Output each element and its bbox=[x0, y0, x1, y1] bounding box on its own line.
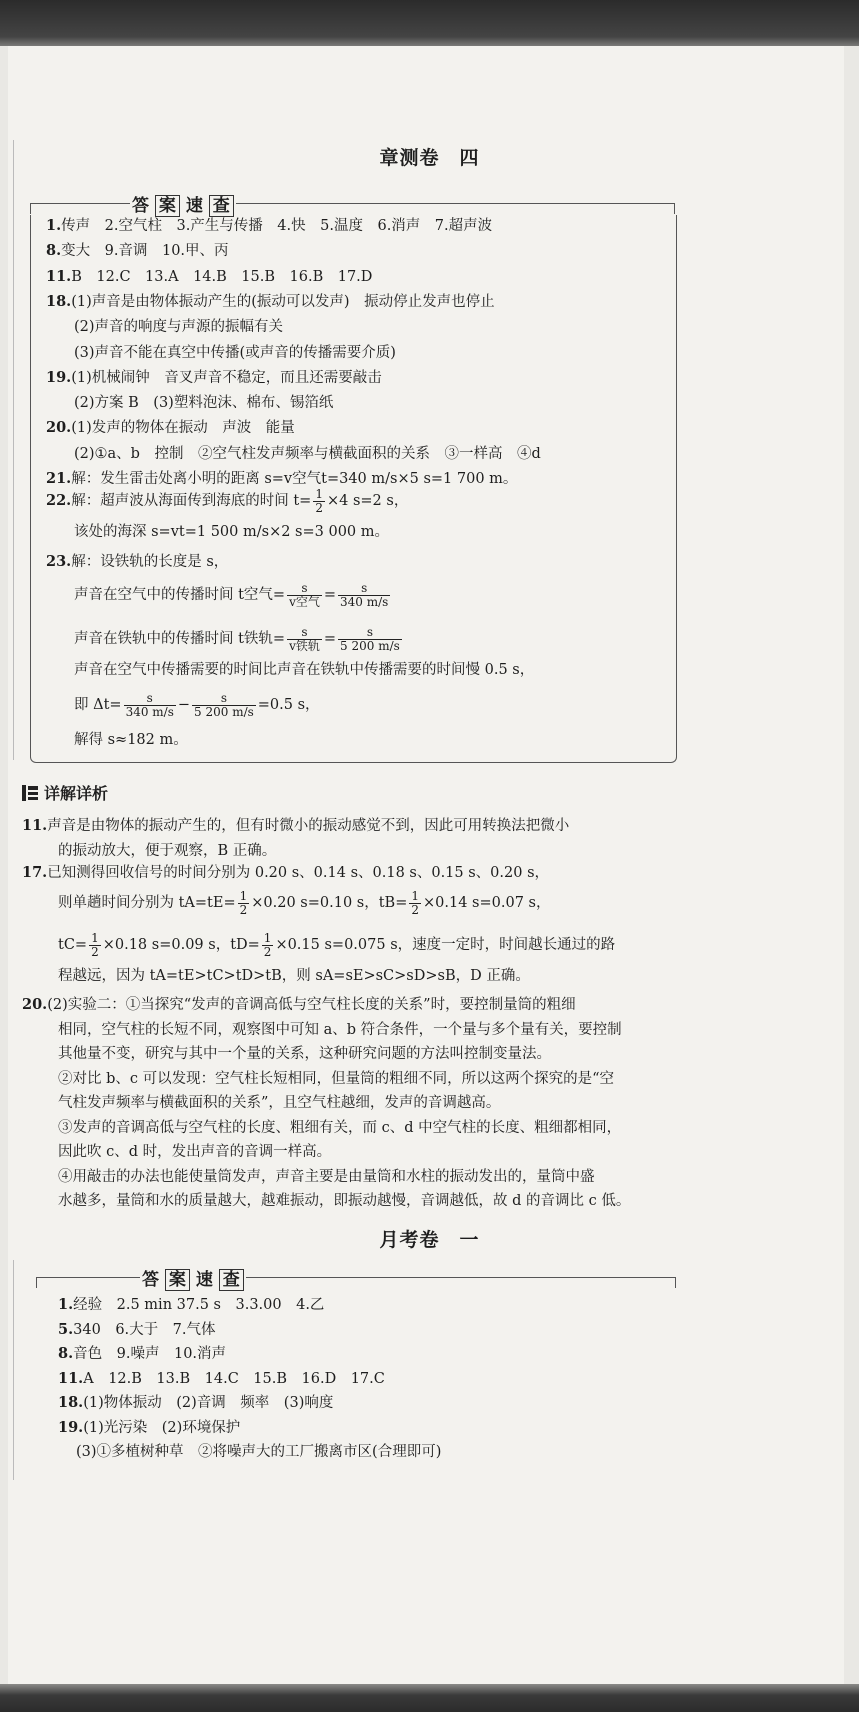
question-number: 1. bbox=[46, 217, 62, 234]
answer-line bbox=[46, 241, 229, 261]
header-label bbox=[140, 1265, 246, 1290]
left-margin-rule bbox=[13, 1260, 14, 1480]
header-hook bbox=[36, 1277, 43, 1288]
section-title: 详解详析 bbox=[44, 784, 109, 803]
answer-text: 变大 9.音调 10.甲、丙 bbox=[61, 243, 229, 260]
header-char-boxed: 查 bbox=[219, 1269, 244, 1291]
explanation-text: tC= bbox=[58, 937, 88, 953]
answer-text: 解：超声波从海面传到海底的时间 t= bbox=[71, 493, 312, 509]
explanation-text: (2)实验二：①当探究“发声的音调高低与空气柱长度的关系”时，要控制量筒的粗细 bbox=[47, 997, 576, 1013]
header-label bbox=[130, 191, 236, 216]
answer-text: (2)声音的响度与声源的振幅有关 bbox=[74, 319, 284, 336]
question-number: 21. bbox=[46, 470, 72, 487]
fraction bbox=[313, 488, 325, 515]
fraction-numerator: s bbox=[287, 582, 322, 596]
answer-text: 音色 9.噪声 10.消声 bbox=[73, 1346, 227, 1362]
fraction-numerator: 1 bbox=[91, 930, 99, 945]
header-char-boxed: 查 bbox=[209, 195, 234, 217]
fraction-numerator: 1 bbox=[315, 486, 323, 501]
fraction-denominator: 2 bbox=[411, 902, 420, 917]
question-number: 8. bbox=[58, 1345, 74, 1362]
explanation-text: 声音是由物体的振动产生的，但有时微小的振动感觉不到，因此可用转换法把微小 bbox=[47, 818, 570, 834]
answer-line bbox=[74, 317, 283, 337]
answer-text: (3)①多植树种草 ②将噪声大的工厂搬离市区(合理即可) bbox=[76, 1444, 442, 1460]
explanation-line bbox=[22, 858, 549, 888]
question-number: 11. bbox=[22, 817, 48, 834]
question-number: 1. bbox=[58, 1296, 74, 1313]
header-rule bbox=[40, 1277, 673, 1278]
fraction-numerator: 1 bbox=[263, 930, 272, 945]
answer-line bbox=[46, 486, 408, 516]
answer-line bbox=[46, 267, 372, 287]
answer-line: 声音在空气中传播需要的时间比声音在铁轨中传播需要的时间慢 0.5 s， bbox=[74, 662, 535, 678]
header-hook bbox=[669, 1277, 676, 1288]
answer-text: ×4 s=2 s， bbox=[326, 493, 409, 509]
explanation-text: ×0.14 s=0.07 s， bbox=[423, 895, 551, 911]
question-number: 8. bbox=[46, 242, 62, 260]
explanation-text: 已知测得回收信号的时间分别为 0.20 s、0.14 s、0.18 s、0.15 s、0.20 s， bbox=[47, 865, 550, 881]
explanation-text: ×0.18 s=0.09 s，tD= bbox=[102, 937, 260, 953]
answer-text: =0.5 s， bbox=[257, 697, 320, 713]
header-char: 速 bbox=[185, 196, 203, 216]
header-char-boxed: 案 bbox=[165, 1269, 190, 1291]
answer-line bbox=[76, 1442, 441, 1462]
question-number: 19. bbox=[58, 1418, 84, 1436]
answer-line: 声音在空气中的传播时间 t空气= $\frac{s}{\text{v空气}}$ = $\frac{s}{340 m/s}$ bbox=[74, 580, 389, 609]
monthly-test-title: 月考卷 一 bbox=[379, 1229, 480, 1251]
explanation-line bbox=[58, 928, 615, 962]
question-number: 5. bbox=[58, 1320, 74, 1338]
left-margin-rule bbox=[13, 140, 14, 760]
header-char: 答 bbox=[142, 1270, 159, 1290]
answer-text: 即 Δt= bbox=[74, 697, 122, 713]
question-number: 17. bbox=[22, 864, 48, 881]
fraction-numerator: 1 bbox=[239, 888, 248, 903]
explanation-text: 则单趟时间分别为 tA=tE= bbox=[58, 895, 236, 911]
explanation-line: ④用敲击的办法也能使量筒发声，声音主要是由量筒和水柱的振动发出的，量筒中盛 bbox=[58, 1168, 595, 1185]
fraction-denominator: 5 200 m/s bbox=[194, 704, 254, 719]
header-char: 答 bbox=[132, 196, 149, 216]
list-icon bbox=[22, 785, 38, 801]
fraction-denominator: v铁轨 bbox=[289, 638, 320, 653]
answer-text: 声音在铁轨中的传播时间 t铁轨= bbox=[74, 631, 286, 647]
scan-bottom-edge bbox=[0, 1684, 859, 1712]
answer-line bbox=[46, 368, 382, 388]
fraction-numerator: s bbox=[192, 692, 256, 706]
answer-line bbox=[46, 418, 295, 438]
question-number: 11. bbox=[46, 267, 72, 285]
answer-text: 传声 2.空气柱 3.产生与传播 4.快 5.温度 6.消声 7.超声波 bbox=[61, 218, 493, 234]
answer-line: 声音在铁轨中的传播时间 t铁轨= $\frac{s}{\text{v铁轨}}$ = $\frac{s}{5 200 m/s}$ bbox=[74, 624, 400, 653]
fraction-numerator: 1 bbox=[411, 888, 420, 903]
answer-text: 解：发生雷击处离小明的距离 s=v空气t=340 m/s×5 s=1 700 m。 bbox=[71, 471, 518, 487]
fraction-denominator: 2 bbox=[239, 902, 248, 917]
answer-text: B 12.C 13.A 14.B 15.B 16.B 17.D bbox=[71, 268, 373, 285]
answer-text: (2)①a、b 控制 ②空气柱发声频率与横截面积的关系 ③一样高 ④d bbox=[74, 445, 541, 462]
fraction-denominator: v空气 bbox=[289, 594, 320, 609]
fraction bbox=[124, 692, 176, 719]
answer-text: 经验 2.5 min 37.5 s 3.3.00 4.乙 bbox=[73, 1297, 325, 1313]
answer-text: 声音在空气中的传播时间 t空气= bbox=[74, 587, 286, 603]
answer-line bbox=[74, 343, 396, 363]
answer-line bbox=[58, 1344, 226, 1364]
fraction bbox=[192, 692, 256, 719]
answer-line bbox=[58, 1393, 333, 1413]
answer-line bbox=[58, 1369, 385, 1389]
answer-text: (1)机械闹钟 音叉声音不稳定，而且还需要敲击 bbox=[71, 369, 382, 386]
explanation-line: 的振动放大，便于观察，B 正确。 bbox=[58, 843, 277, 859]
explanation-line: 因此吹 c、d 时，发出声音的音调一样高。 bbox=[58, 1144, 332, 1160]
explanation-line bbox=[22, 995, 576, 1015]
header-hook bbox=[668, 203, 675, 214]
question-number: 18. bbox=[46, 292, 72, 310]
header-hook bbox=[30, 203, 37, 214]
answer-header bbox=[30, 191, 675, 215]
answer-line bbox=[58, 1320, 216, 1340]
fraction-denominator: 2 bbox=[315, 500, 323, 515]
fraction bbox=[409, 890, 421, 917]
fraction bbox=[287, 582, 322, 609]
fraction bbox=[338, 626, 402, 653]
answer-text: (1)发声的物体在振动 声波 能量 bbox=[71, 420, 295, 437]
answer-line bbox=[74, 444, 541, 464]
header-char: 速 bbox=[195, 1270, 213, 1290]
question-number: 11. bbox=[58, 1369, 84, 1387]
fraction-denominator: 2 bbox=[91, 944, 99, 959]
chapter-test-title: 章测卷 四 bbox=[379, 147, 480, 169]
answer-text: (3)声音不能在真空中传播(或声音的传播需要介质) bbox=[74, 344, 396, 361]
explanation-line bbox=[22, 816, 569, 836]
explanation-line: ②对比 b、c 可以发现：空气柱长短相同，但量筒的粗细不同，所以这两个探究的是“空 bbox=[58, 1070, 615, 1087]
explanation-line: ③发声的音调高低与空气柱的长度、粗细有关，而 c、d 中空气柱的长度、粗细都相同， bbox=[58, 1119, 622, 1136]
explanation-text: ×0.20 s=0.10 s，tB= bbox=[251, 895, 408, 911]
answer-text: 340 6.大于 7.气体 bbox=[73, 1321, 216, 1338]
answer-text: A 12.B 13.B 14.C 15.B 16.D 17.C bbox=[83, 1370, 385, 1387]
question-number: 20. bbox=[22, 996, 48, 1013]
answer-text: (1)光污染 (2)环境保护 bbox=[83, 1419, 241, 1436]
fraction-numerator: s bbox=[124, 692, 176, 706]
answer-line: 即 Δt= $\frac{s}{340 m/s}$ − $\frac{s}{5 200 m/s}$ =0.5 s， bbox=[74, 690, 320, 719]
answer-text: (2)方案 B (3)塑料泡沫、棉布、锡箔纸 bbox=[74, 395, 334, 412]
explanation-line bbox=[58, 886, 551, 920]
answer-header bbox=[36, 1265, 676, 1289]
answer-line: 该处的海深 s=vt=1 500 m/s×2 s=3 000 m。 bbox=[74, 524, 390, 540]
answer-line bbox=[58, 1418, 240, 1438]
fraction bbox=[338, 582, 390, 609]
answer-line bbox=[46, 292, 495, 312]
answer-text: (1)声音是由物体振动产生的(振动可以发声) 振动停止发声也停止 bbox=[71, 293, 495, 310]
answer-line bbox=[58, 1295, 324, 1315]
explanation-line: 程越远，因为 tA=tE>tC>tD>tB，则 sA=sE>sC>sD>sB，D 正确。 bbox=[58, 968, 530, 984]
answer-text: (1)物体振动 (2)音调 频率 (3)响度 bbox=[83, 1395, 334, 1411]
explanation-line: 相同，空气柱的长短不同，观察图中可知 a、b 符合条件，一个量与多个量有关，要控制 bbox=[58, 1021, 622, 1038]
fraction-numerator: s bbox=[338, 626, 402, 640]
answer-line: 解得 s≈182 m。 bbox=[74, 732, 188, 748]
answer-text: 解：设铁轨的长度是 s， bbox=[71, 554, 229, 570]
question-number: 20. bbox=[46, 419, 72, 437]
fraction bbox=[262, 932, 274, 959]
explanation-line: 水越多，量筒和水的质量越大，越难振动，即振动越慢，音调越低，故 d 的音调比 c 低。 bbox=[58, 1193, 631, 1209]
fraction-denominator: 340 m/s bbox=[340, 594, 389, 609]
fraction bbox=[89, 932, 101, 959]
answer-line bbox=[74, 393, 333, 413]
fraction-denominator: 2 bbox=[263, 944, 272, 959]
answer-line bbox=[46, 216, 492, 236]
question-number: 23. bbox=[46, 553, 72, 570]
question-number: 22. bbox=[46, 492, 72, 509]
question-number: 19. bbox=[46, 368, 72, 386]
answer-line bbox=[46, 552, 228, 572]
fraction bbox=[238, 890, 250, 917]
question-number: 18. bbox=[58, 1394, 84, 1411]
fraction bbox=[287, 626, 322, 653]
fraction-numerator: s bbox=[338, 582, 390, 596]
scan-top-edge bbox=[0, 0, 859, 46]
explanation-line: 其他量不变，研究与其中一个量的关系，这种研究问题的方法叫控制变量法。 bbox=[58, 1046, 551, 1062]
fraction-denominator: 5 200 m/s bbox=[340, 638, 400, 653]
fraction-numerator: s bbox=[287, 626, 322, 640]
header-char-boxed: 案 bbox=[155, 195, 180, 217]
explanation-text: ×0.15 s=0.075 s，速度一定时，时间越长通过的路 bbox=[275, 937, 616, 953]
explanation-line: 气柱发声频率与横截面积的关系”，且空气柱越细，发声的音调越高。 bbox=[58, 1095, 501, 1111]
fraction-denominator: 340 m/s bbox=[125, 704, 174, 719]
